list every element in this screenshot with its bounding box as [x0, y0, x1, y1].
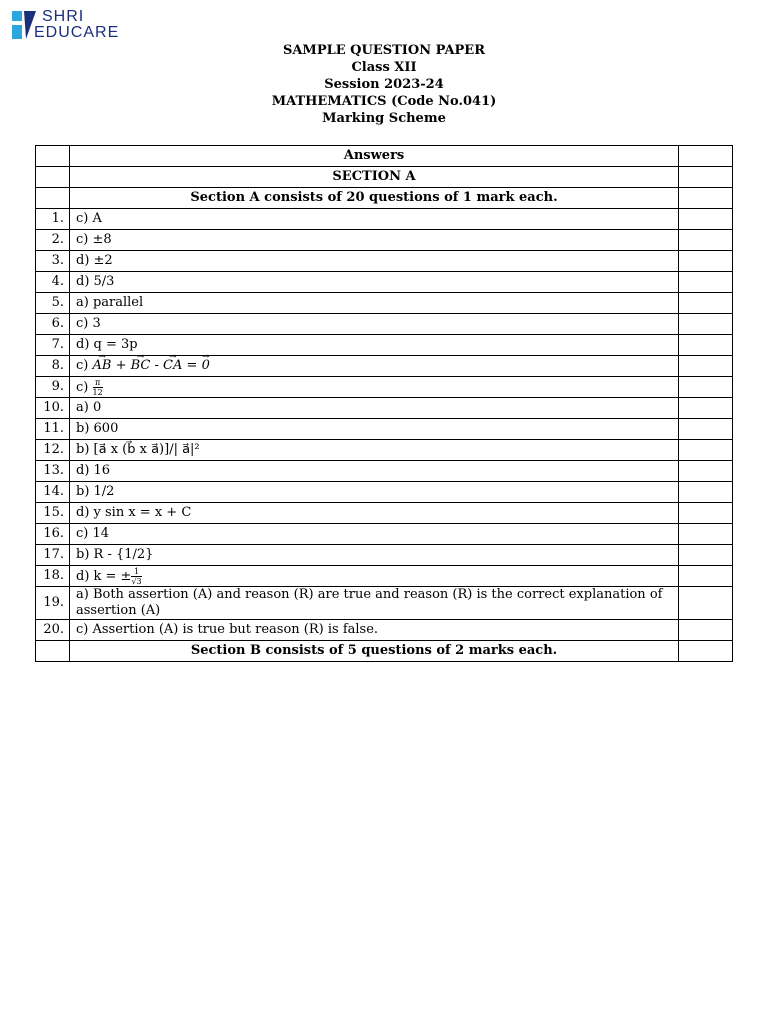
- section-a-desc-row: [36, 188, 733, 209]
- question-number: 18.: [36, 566, 70, 587]
- marks-cell: [679, 314, 733, 335]
- section-b-description: Section B consists of 5 questions of 2 marks each.: [70, 641, 679, 662]
- marks-cell: [679, 545, 733, 566]
- marks-cell: [679, 461, 733, 482]
- marks-cell: [679, 419, 733, 440]
- table-row: [36, 293, 733, 314]
- document-heading: [0, 42, 768, 127]
- fraction-numerator: 1: [131, 567, 141, 577]
- table-row: [36, 230, 733, 251]
- logo-line-shri: SHRI: [42, 8, 85, 25]
- table-row: [36, 272, 733, 293]
- operator: =: [182, 358, 202, 373]
- table-row: [36, 482, 733, 503]
- marks-cell: [679, 641, 733, 662]
- table-row: [36, 587, 733, 620]
- vector-ab: → AB: [93, 358, 112, 374]
- marks-cell: [679, 503, 733, 524]
- num-cell: [36, 641, 70, 662]
- marks-cell: [679, 620, 733, 641]
- question-number: 4.: [36, 272, 70, 293]
- answer-text: c) 3: [70, 314, 679, 335]
- paper-title: SAMPLE QUESTION PAPER: [282, 43, 486, 58]
- question-number: 12.: [36, 440, 70, 461]
- question-number: 3.: [36, 251, 70, 272]
- question-number: 9.: [36, 377, 70, 398]
- table-row: [36, 377, 733, 398]
- marks-cell: [679, 524, 733, 545]
- answer-text: b) 1/2: [70, 482, 679, 503]
- answer-text: d) y sin x = x + C: [70, 503, 679, 524]
- num-cell: [36, 146, 70, 167]
- table-row: [36, 419, 733, 440]
- answer-text: a) parallel: [70, 293, 679, 314]
- marks-cell: [679, 566, 733, 587]
- fraction-denominator: √3: [131, 576, 142, 586]
- question-number: 14.: [36, 482, 70, 503]
- answer-text: [70, 566, 679, 587]
- answer-text: c) ±8: [70, 230, 679, 251]
- zero-vector: → 0: [202, 358, 210, 374]
- question-number: 2.: [36, 230, 70, 251]
- answer-text: d) ±2: [70, 251, 679, 272]
- marks-cell: [679, 209, 733, 230]
- marks-cell: [679, 335, 733, 356]
- marks-cell: [679, 440, 733, 461]
- answer-text: [70, 356, 679, 377]
- marking-scheme-table: [35, 145, 733, 662]
- logo-text: [34, 9, 119, 41]
- table-row: [36, 440, 733, 461]
- answer-text: a) Both assertion (A) and reason (R) are true and reason (R) is the correct explanation of assertion (A): [70, 587, 679, 620]
- answer-prefix: d) k = ±: [76, 568, 132, 584]
- marks-cell: [679, 272, 733, 293]
- section-b-desc-row: [36, 641, 733, 662]
- answer-text: a) 0: [70, 398, 679, 419]
- section-a-row: [36, 167, 733, 188]
- vector-ca: → CA: [163, 358, 182, 374]
- question-number: 15.: [36, 503, 70, 524]
- question-number: 6.: [36, 314, 70, 335]
- question-number: 13.: [36, 461, 70, 482]
- marks-cell: [679, 167, 733, 188]
- table-row: [36, 503, 733, 524]
- marks-cell: [679, 188, 733, 209]
- table-row: [36, 251, 733, 272]
- marks-cell: [679, 482, 733, 503]
- section-a-title: SECTION A: [70, 167, 679, 188]
- answer-text: [70, 377, 679, 398]
- answer-text: d) q = 3p: [70, 335, 679, 356]
- question-number: 20.: [36, 620, 70, 641]
- answer-text: b) 600: [70, 419, 679, 440]
- answer-text: c) A: [70, 209, 679, 230]
- answer-text: d) 16: [70, 461, 679, 482]
- scheme-label: Marking Scheme: [322, 111, 446, 126]
- table-row: [36, 209, 733, 230]
- question-number: 7.: [36, 335, 70, 356]
- fraction-denominator: 12: [92, 387, 103, 397]
- table-row: [36, 314, 733, 335]
- section-a-description: Section A consists of 20 questions of 1 mark each.: [70, 188, 679, 209]
- vector-bc: → BC: [131, 358, 151, 374]
- question-number: 11.: [36, 419, 70, 440]
- shri-educare-logo: [12, 9, 142, 43]
- answer-prefix: c): [76, 379, 93, 395]
- marks-cell: [679, 398, 733, 419]
- class-label: Class XII: [351, 60, 417, 75]
- answers-header: Answers: [70, 146, 679, 167]
- session-label: Session 2023-24: [324, 77, 444, 92]
- table-row: [36, 566, 733, 587]
- answer-text: d) 5/3: [70, 272, 679, 293]
- operator: +: [111, 358, 131, 373]
- question-number: 16.: [36, 524, 70, 545]
- table-row: [36, 461, 733, 482]
- num-cell: [36, 167, 70, 188]
- logo-line-educare: EDUCARE: [34, 24, 120, 41]
- answer-text: c) 14: [70, 524, 679, 545]
- answer-text: c) Assertion (A) is true but reason (R) is false.: [70, 620, 679, 641]
- table-header-row: [36, 146, 733, 167]
- table-row: [36, 620, 733, 641]
- operator: -: [150, 358, 164, 373]
- marks-cell: [679, 251, 733, 272]
- marks-cell: [679, 356, 733, 377]
- question-number: 10.: [36, 398, 70, 419]
- fraction: [131, 567, 141, 586]
- question-number: 17.: [36, 545, 70, 566]
- table-row: [36, 545, 733, 566]
- answer-text: b) R - {1/2}: [70, 545, 679, 566]
- table-row: [36, 356, 733, 377]
- question-number: 1.: [36, 209, 70, 230]
- answer-text: b) [a⃗ x (b⃗ x a⃗)]/| a⃗|²: [70, 440, 679, 461]
- answer-prefix: c): [76, 358, 93, 373]
- marks-cell: [679, 377, 733, 398]
- subject-label: MATHEMATICS (Code No.041): [271, 94, 497, 109]
- table-row: [36, 524, 733, 545]
- marks-cell: [679, 146, 733, 167]
- fraction: [93, 378, 103, 397]
- question-number: 5.: [36, 293, 70, 314]
- fraction-numerator: π: [93, 378, 103, 388]
- question-number: 19.: [36, 587, 70, 620]
- marks-cell: [679, 230, 733, 251]
- question-number: 8.: [36, 356, 70, 377]
- marks-cell: [679, 293, 733, 314]
- table-row: [36, 398, 733, 419]
- num-cell: [36, 188, 70, 209]
- marks-cell: [679, 587, 733, 620]
